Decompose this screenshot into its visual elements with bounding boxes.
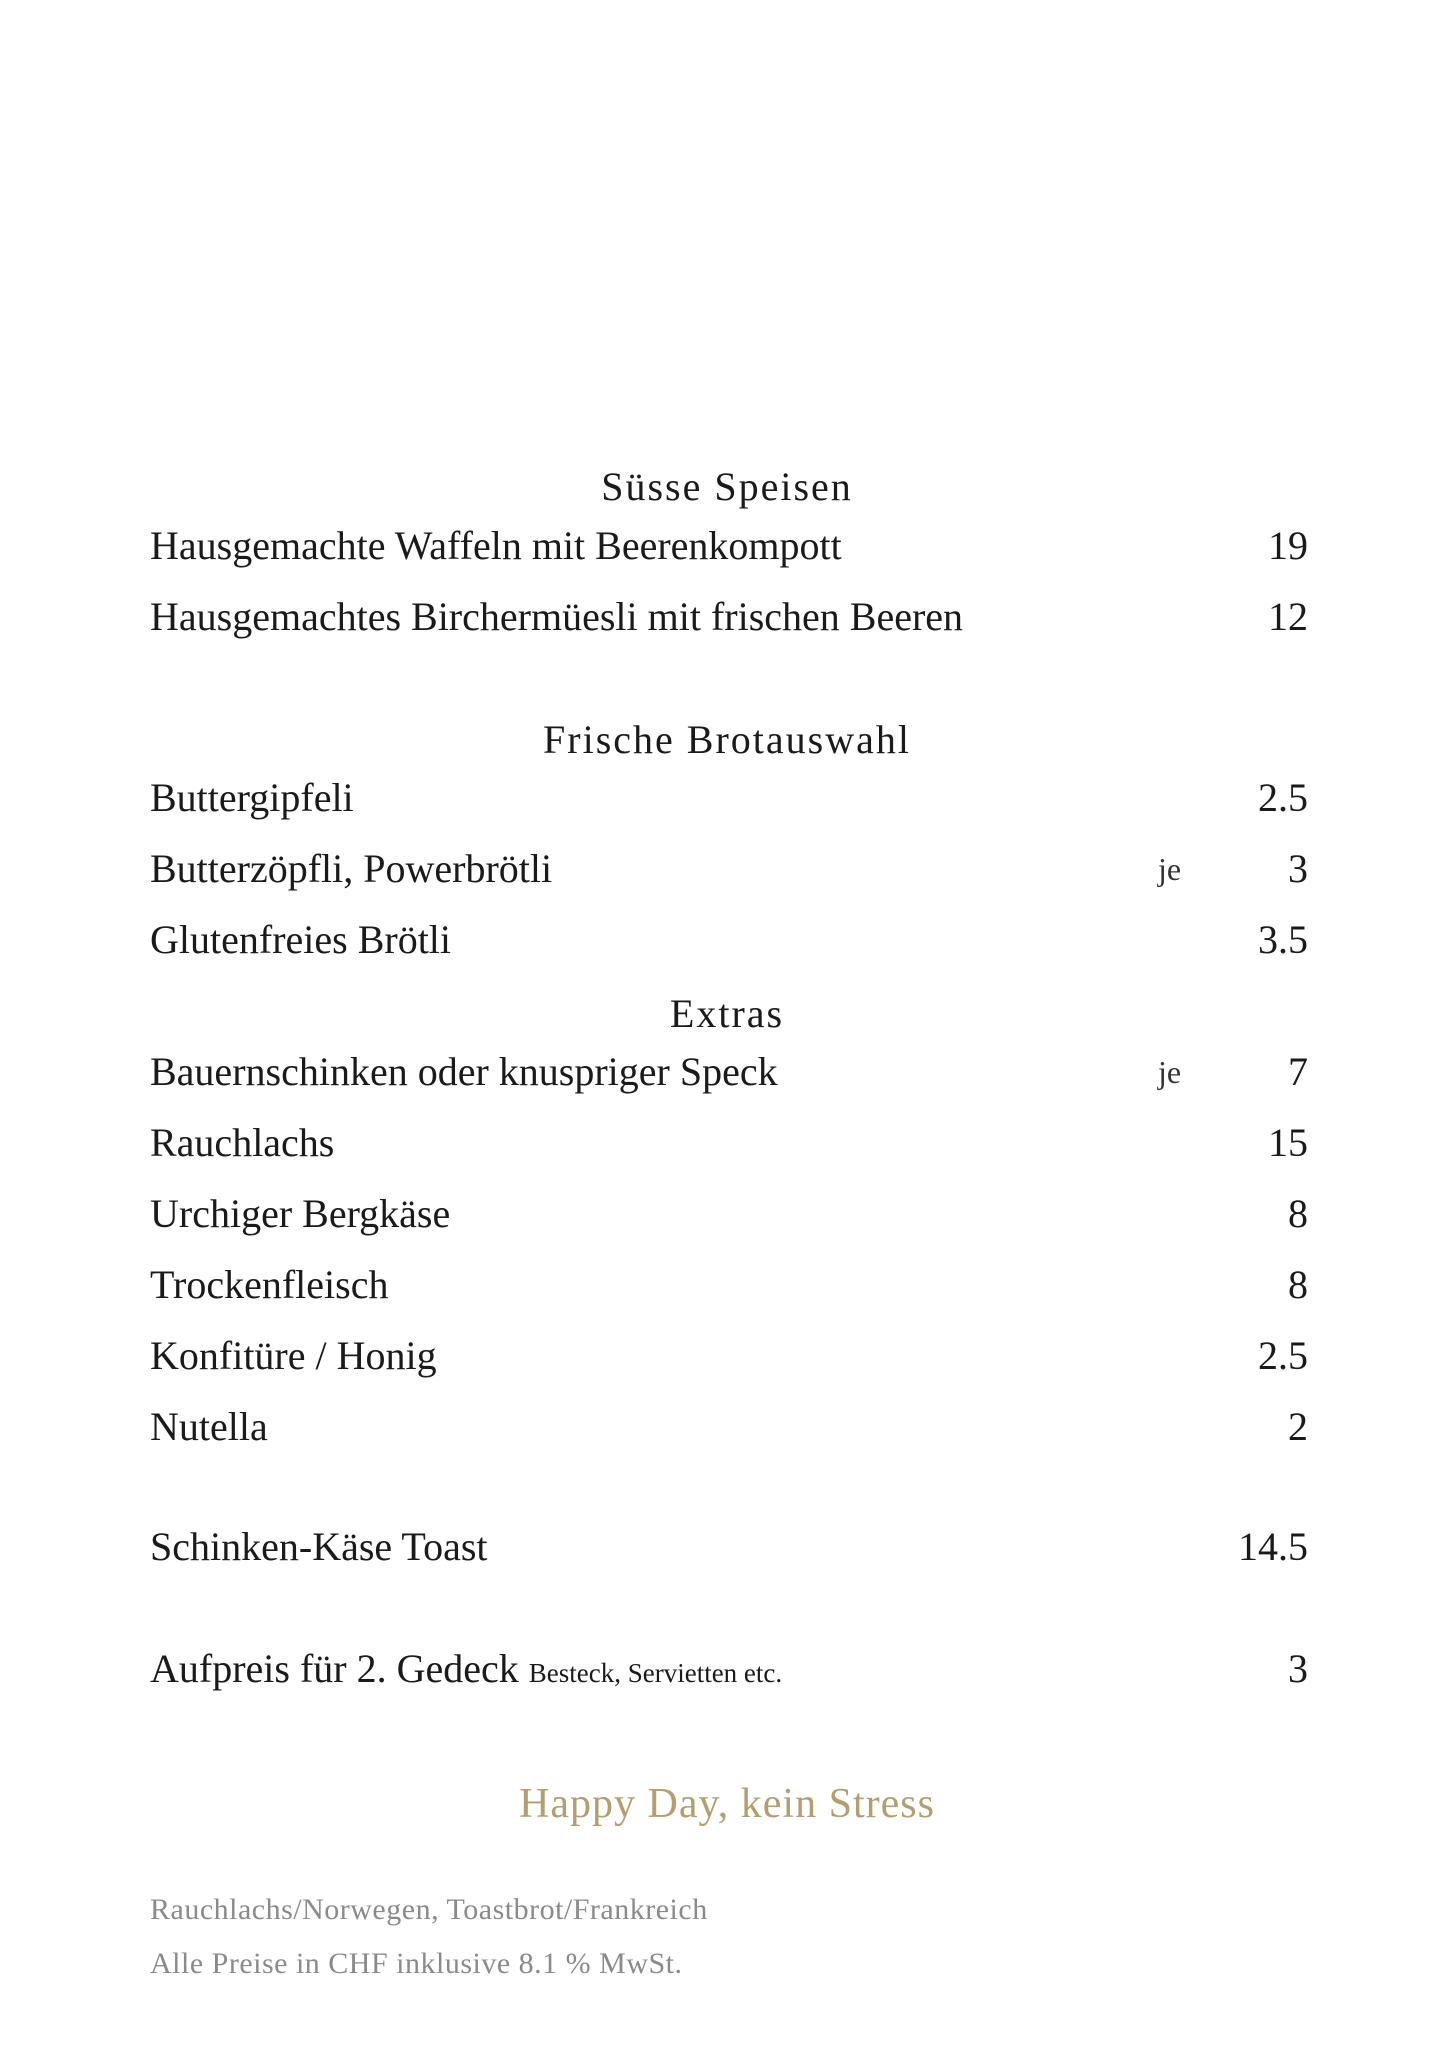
menu-item-name: Schinken-Käse Toast	[150, 1524, 488, 1569]
menu-item-price: 12	[1268, 594, 1308, 639]
slogan: Happy Day, kein Stress	[519, 1781, 935, 1827]
menu-item-price: 19	[1268, 523, 1308, 568]
menu-item-name: Nutella	[150, 1404, 268, 1449]
menu-item-price: 15	[1268, 1120, 1308, 1165]
menu-item-name: Konfitüre / Honig	[150, 1333, 437, 1378]
footnote-origin: Rauchlachs/Norwegen, Toastbrot/Frankreich	[150, 1893, 708, 1926]
menu-item-price: 8	[1288, 1191, 1308, 1236]
menu-item-name: Hausgemachte Waffeln mit Beerenkompott	[150, 523, 842, 568]
menu-item-price: 3	[1288, 846, 1308, 891]
menu-item-name: Urchiger Bergkäse	[150, 1191, 451, 1236]
menu-item-name: Hausgemachtes Birchermüesli mit frischen Beeren	[150, 594, 964, 639]
menu-item-price: 3.5	[1258, 917, 1308, 962]
menu-item-unit: je	[1158, 1054, 1182, 1090]
menu-item-price: 3	[1288, 1646, 1308, 1691]
menu-item-price: 2.5	[1258, 775, 1308, 820]
menu-item-price: 8	[1288, 1262, 1308, 1307]
menu-item-price: 2.5	[1258, 1333, 1308, 1378]
menu-item-name: Bauernschinken oder knuspriger Speck	[150, 1049, 778, 1094]
footnote-prices: Alle Preise in CHF inklusive 8.1 % MwSt.	[150, 1947, 683, 1980]
menu-item-name: Butterzöpfli, Powerbrötli	[150, 846, 553, 891]
menu-item-price: 14.5	[1238, 1524, 1308, 1569]
section-title-brotauswahl: Frische Brotauswahl	[543, 717, 911, 762]
menu-item-price: 7	[1288, 1049, 1308, 1094]
menu-item-note: Besteck, Servietten etc.	[528, 1658, 783, 1688]
menu-item-price: 2	[1288, 1404, 1308, 1449]
menu-item-unit: je	[1158, 851, 1182, 887]
menu-item-name: Aufpreis für 2. Gedeck	[150, 1646, 519, 1691]
menu-item-name: Rauchlachs	[150, 1120, 335, 1165]
menu-item-name: Trockenfleisch	[150, 1262, 389, 1307]
section-title-suesse-speisen: Süsse Speisen	[601, 464, 853, 509]
section-title-extras: Extras	[669, 991, 785, 1036]
menu-item-name: Buttergipfeli	[150, 775, 354, 820]
menu-item-name: Glutenfreies Brötli	[150, 917, 452, 962]
menu-item-gedeck	[150, 1645, 782, 1697]
